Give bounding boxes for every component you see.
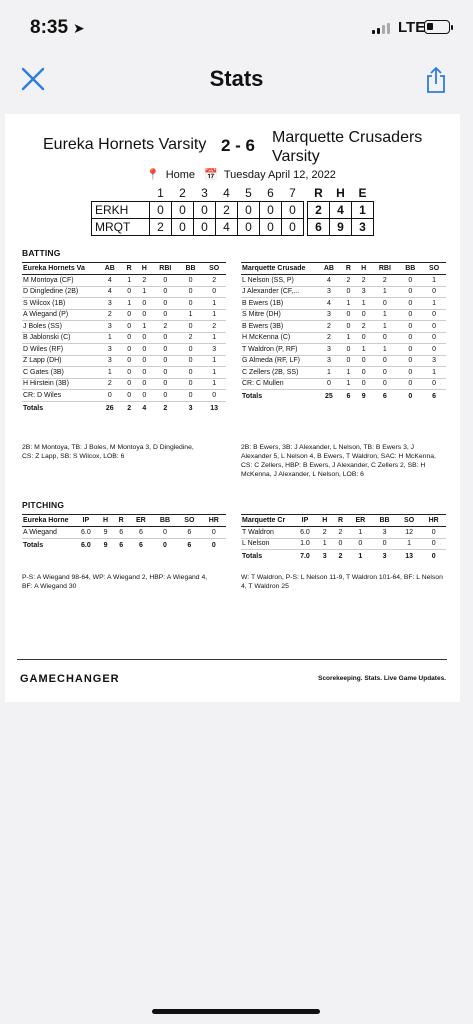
pitching-notes-away: W: T Waldron, P-S: L Nelson 11-9, T Waldron 101-64, BF: L Nelson 4, T Waldron 25: [241, 574, 443, 590]
table-cell: 1: [179, 309, 203, 321]
totals-row: [241, 550, 446, 564]
table-cell: 3: [98, 298, 122, 310]
column-header: Eureka Hornets Va: [22, 263, 98, 275]
table-cell: 0: [122, 378, 137, 390]
table-header: [22, 515, 226, 527]
table-cell: 3: [317, 344, 341, 356]
table-cell: 0: [152, 309, 179, 321]
game-date: Tuesday April 12, 2022: [223, 169, 336, 181]
table-cell: J Alexander (CF,...: [241, 286, 317, 298]
column-header: IP: [74, 515, 98, 527]
column-header: AB: [98, 263, 122, 275]
table-cell: 0: [152, 298, 179, 310]
table-cell: 0: [341, 321, 356, 333]
column-header: R: [122, 263, 137, 275]
table-cell: 1: [371, 344, 398, 356]
table-cell: 2: [333, 527, 349, 539]
table-cell: 1: [348, 527, 372, 539]
table-cell: C Gates (3B): [22, 367, 98, 379]
table-cell: 3: [188, 404, 193, 412]
table-cell: 3: [98, 344, 122, 356]
clock: 8:35: [30, 17, 69, 38]
table-cell: 0: [179, 390, 203, 402]
table-cell: 3: [202, 344, 226, 356]
table-cell: 0: [398, 275, 422, 287]
table-cell: G Almeda (RF, LF): [241, 355, 317, 367]
table-header: [22, 263, 226, 275]
table-cell: 13: [405, 553, 413, 561]
table-cell: 0: [371, 298, 398, 310]
table-cell: 3: [317, 309, 341, 321]
table-row: [241, 309, 446, 321]
table-cell: 6: [187, 541, 192, 549]
table-cell: 1: [341, 367, 356, 379]
table-cell: 1: [202, 378, 226, 390]
column-header: BB: [372, 515, 397, 527]
table-row: [22, 286, 226, 298]
table-cell: B Ewers (3B): [241, 321, 317, 333]
table-cell: 0: [371, 378, 398, 390]
table-cell: 0: [211, 541, 216, 549]
table-cell: 3: [382, 553, 387, 561]
table-cell: 1: [371, 286, 398, 298]
table-cell: 0: [179, 321, 203, 333]
table-cell: 0: [422, 332, 446, 344]
table-row: [241, 332, 446, 344]
table-row: [241, 538, 446, 550]
table-cell: H Hirstein (3B): [22, 378, 98, 390]
battery-icon: [424, 20, 450, 34]
table-cell: 0: [422, 286, 446, 298]
column-header: BB: [179, 263, 203, 275]
table-cell: 0: [179, 355, 203, 367]
table-cell: 0: [137, 344, 152, 356]
table-cell: 1: [422, 367, 446, 379]
column-header: BB: [153, 515, 177, 527]
batting-notes-away: 2B: B Ewers, 3B: J Alexander, L Nelson, TB: B Ewers 3, J Alexander 5, L Nelson 4, B Ewers, T Waldron, SAC: H McKenna, CS: C Zellers, HBP: B Ewers, J Alexander, C Zellers 2, SB: H McKenna, J Alexander, L Nelson, LOB: 6: [241, 444, 436, 478]
table-cell: 0: [152, 390, 179, 402]
table-cell: 1: [341, 332, 356, 344]
table-cell: 3: [98, 321, 122, 333]
column-header: R: [333, 515, 349, 527]
table-cell: 0: [356, 332, 371, 344]
table-cell: 7.0: [300, 553, 310, 561]
table-cell: 0: [122, 309, 137, 321]
table-row: [22, 378, 226, 390]
table-cell: 0: [398, 344, 422, 356]
table-cell: 0: [431, 553, 436, 561]
table-cell: 0: [372, 538, 397, 550]
table-cell: 2: [317, 332, 341, 344]
table-cell: 6: [177, 527, 201, 539]
table-cell: 0: [422, 378, 446, 390]
table-cell: H McKenna (C): [241, 332, 317, 344]
table-row: [22, 527, 226, 539]
table-cell: 2: [98, 378, 122, 390]
table-cell: 1: [202, 298, 226, 310]
table-cell: 0: [398, 321, 422, 333]
table-cell: 0: [398, 367, 422, 379]
table-cell: 1: [397, 538, 422, 550]
gamechanger-logo: GAMECHANGER: [20, 673, 120, 685]
column-header: SO: [422, 263, 446, 275]
location-arrow-icon: ➤: [73, 20, 85, 36]
table-cell: 12: [397, 527, 422, 539]
table-cell: 6: [129, 527, 153, 539]
column-header: AB: [317, 263, 341, 275]
table-cell: 0: [122, 390, 137, 402]
table-cell: 0: [202, 390, 226, 402]
table-cell: Totals: [242, 393, 263, 401]
nav-bar: [0, 56, 473, 104]
home-indicator[interactable]: [152, 1009, 320, 1014]
table-cell: 0: [152, 275, 179, 287]
table-header: [241, 263, 446, 275]
column-header: SO: [177, 515, 201, 527]
linescore-row: ERKH 0 0 0 2 0 0 0 2 4 1: [92, 201, 374, 218]
totals-row: [241, 390, 446, 404]
table-cell: 2: [152, 321, 179, 333]
game-location: Home: [165, 169, 196, 181]
table-cell: 0: [122, 344, 137, 356]
table-cell: 0: [356, 309, 371, 321]
table-cell: A Wiegand (P): [22, 309, 98, 321]
table-cell: 6: [432, 393, 437, 401]
away-team-name: Marquette Crusaders Varsity: [272, 129, 423, 165]
table-cell: 1.0: [293, 538, 317, 550]
table-cell: 0: [422, 309, 446, 321]
table-cell: S Mitre (DH): [241, 309, 317, 321]
table-cell: 1: [202, 355, 226, 367]
table-cell: 3: [317, 286, 341, 298]
pitching-section-title: PITCHING: [22, 500, 65, 510]
table-cell: 1: [356, 344, 371, 356]
column-header: BB: [398, 263, 422, 275]
linescore-row: MRQT 2 0 0 4 0 0 0 6 9 3: [92, 218, 374, 235]
table-cell: 1: [358, 553, 363, 561]
table-row: [22, 298, 226, 310]
footer-divider: [17, 659, 447, 660]
table-cell: L Nelson (SS, P): [241, 275, 317, 287]
table-cell: 0: [341, 286, 356, 298]
table-cell: 0: [421, 538, 446, 550]
linescore-table: 1 2 3 4 5 6 7 R H E ERKH 0 0 0 2 0 0 0 2 4 1 MRQT 2 0 0 4 0 0 0 6 9 3: [91, 186, 374, 236]
table-cell: 1: [317, 367, 341, 379]
table-cell: 0: [152, 332, 179, 344]
table-cell: 2: [202, 275, 226, 287]
column-header: R: [113, 515, 129, 527]
table-cell: 0: [137, 332, 152, 344]
table-cell: 0: [202, 527, 226, 539]
table-cell: 4: [317, 298, 341, 310]
table-cell: 2: [179, 332, 203, 344]
table-cell: 0: [317, 378, 341, 390]
table-cell: 0: [371, 355, 398, 367]
table-cell: 3: [372, 527, 397, 539]
column-header: Marquette Crusade: [241, 263, 317, 275]
table-cell: 6: [382, 393, 387, 401]
column-header: RBI: [371, 263, 398, 275]
table-cell: 3: [322, 553, 327, 561]
column-header: Eureka Horne: [22, 515, 74, 527]
table-cell: C Zellers (2B, SS): [241, 367, 317, 379]
table-cell: 2: [338, 553, 343, 561]
table-cell: 0: [122, 321, 137, 333]
table-cell: 0: [152, 355, 179, 367]
table-cell: 2: [341, 275, 356, 287]
table-cell: 9: [361, 393, 366, 401]
table-row: [241, 344, 446, 356]
game-info: [146, 168, 342, 181]
batting-table-home: [22, 262, 226, 415]
table-cell: 0: [152, 286, 179, 298]
table-cell: 0: [371, 332, 398, 344]
table-cell: 0: [152, 344, 179, 356]
table-cell: 0: [202, 286, 226, 298]
table-row: [241, 286, 446, 298]
page-title: Stats: [209, 66, 264, 91]
table-cell: 6: [113, 527, 129, 539]
table-cell: 0: [341, 344, 356, 356]
table-cell: 0: [137, 298, 152, 310]
table-cell: 1: [202, 309, 226, 321]
table-cell: Totals: [23, 404, 44, 412]
table-cell: 2: [317, 527, 333, 539]
table-cell: 2: [127, 404, 132, 412]
table-row: [22, 321, 226, 333]
column-header: IP: [293, 515, 317, 527]
table-cell: 1: [202, 367, 226, 379]
pitching-table-home: [22, 514, 226, 552]
table-cell: 0: [422, 321, 446, 333]
table-row: [241, 275, 446, 287]
table-cell: L Nelson: [241, 538, 293, 550]
column-header: RBI: [152, 263, 179, 275]
score-header: [5, 128, 460, 168]
batting-notes-home: 2B: M Montoya, TB: J Boles, M Montoya 3, D Dingledine, CS: Z Lapp, SB: S Wilcox, LOB: 6: [22, 444, 194, 460]
table-cell: 0: [152, 378, 179, 390]
column-header: HR: [421, 515, 446, 527]
table-cell: 6: [119, 541, 124, 549]
table-header: [241, 515, 446, 527]
table-cell: 1: [98, 367, 122, 379]
table-cell: 0: [179, 286, 203, 298]
table-cell: 0: [421, 527, 446, 539]
table-cell: 1: [371, 321, 398, 333]
column-header: H: [356, 263, 371, 275]
table-cell: 2: [98, 309, 122, 321]
table-cell: 0: [356, 355, 371, 367]
table-cell: 3: [317, 355, 341, 367]
table-row: [22, 309, 226, 321]
table-cell: 1: [341, 298, 356, 310]
table-cell: 0: [137, 309, 152, 321]
stats-sheet: [5, 114, 460, 702]
table-cell: 2: [356, 321, 371, 333]
table-cell: 1: [202, 332, 226, 344]
table-cell: 0: [179, 344, 203, 356]
table-cell: 0: [398, 286, 422, 298]
table-cell: CR: C Mullen: [241, 378, 317, 390]
table-cell: Z Lapp (DH): [22, 355, 98, 367]
table-cell: CR: D Wiles: [22, 390, 98, 402]
table-cell: 1: [317, 538, 333, 550]
table-cell: J Boles (SS): [22, 321, 98, 333]
table-cell: 0: [398, 355, 422, 367]
table-cell: S Wilcox (1B): [22, 298, 98, 310]
totals-row: [22, 538, 226, 552]
table-cell: 0: [398, 332, 422, 344]
table-cell: 2: [137, 275, 152, 287]
table-cell: 0: [356, 378, 371, 390]
table-cell: 0: [422, 344, 446, 356]
table-cell: 0: [122, 332, 137, 344]
batting-section-title: BATTING: [22, 248, 61, 258]
table-cell: T Waldron: [241, 527, 293, 539]
table-cell: 0: [398, 378, 422, 390]
location-pin-icon: 📍: [146, 169, 160, 181]
table-cell: 4: [98, 275, 122, 287]
table-row: [22, 275, 226, 287]
table-row: [241, 378, 446, 390]
table-cell: 1: [341, 378, 356, 390]
table-cell: 0: [137, 378, 152, 390]
table-cell: 0: [153, 527, 177, 539]
table-cell: 0: [398, 309, 422, 321]
network-label: LTE: [398, 19, 426, 36]
table-cell: M Montoya (CF): [22, 275, 98, 287]
table-cell: 6: [138, 541, 143, 549]
table-row: [22, 355, 226, 367]
table-cell: 1: [122, 298, 137, 310]
column-header: H: [137, 263, 152, 275]
table-cell: 3: [356, 286, 371, 298]
column-header: ER: [129, 515, 153, 527]
column-header: H: [98, 515, 114, 527]
table-cell: 0: [179, 378, 203, 390]
pitching-notes-home: P-S: A Wiegand 98-64, WP: A Wiegand 2, HBP: A Wiegand 4, BF: A Wiegand 30: [22, 574, 208, 590]
column-header: SO: [202, 263, 226, 275]
table-row: [22, 332, 226, 344]
pitching-table-away: [241, 514, 446, 564]
table-cell: 0: [408, 393, 413, 401]
table-cell: 0: [122, 355, 137, 367]
table-cell: 0: [179, 367, 203, 379]
footer-tagline: Scorekeeping. Stats. Live Game Updates.: [318, 675, 446, 682]
table-cell: 0: [348, 538, 372, 550]
table-cell: 0: [137, 355, 152, 367]
table-cell: 1: [98, 332, 122, 344]
table-row: [241, 527, 446, 539]
table-cell: 26: [105, 404, 114, 412]
table-cell: 0: [179, 298, 203, 310]
final-score: 2 - 6: [221, 136, 256, 155]
totals-row: [22, 401, 226, 415]
table-cell: Totals: [242, 553, 263, 561]
table-cell: 0: [98, 390, 122, 402]
table-cell: 1: [137, 321, 152, 333]
table-cell: 2: [202, 321, 226, 333]
table-cell: 0: [179, 275, 203, 287]
table-cell: 2: [317, 321, 341, 333]
table-row: [241, 298, 446, 310]
table-cell: D Dingledine (2B): [22, 286, 98, 298]
table-cell: 0: [163, 541, 167, 549]
table-cell: 0: [398, 298, 422, 310]
table-cell: 4: [142, 404, 147, 412]
table-cell: 6.0: [80, 541, 91, 549]
table-row: [22, 390, 226, 402]
status-bar: [0, 0, 473, 56]
table-cell: 0: [152, 367, 179, 379]
table-cell: 0: [137, 367, 152, 379]
table-cell: 0: [356, 367, 371, 379]
table-cell: 6.0: [74, 527, 98, 539]
batting-table-away: [241, 262, 446, 404]
table-cell: 0: [371, 367, 398, 379]
table-cell: 0: [341, 309, 356, 321]
column-header: HR: [202, 515, 226, 527]
calendar-icon: 📅: [204, 169, 218, 181]
table-row: [241, 321, 446, 333]
table-cell: 0: [122, 286, 137, 298]
table-cell: 0: [137, 390, 152, 402]
table-cell: Totals: [23, 541, 44, 549]
table-cell: 0: [333, 538, 349, 550]
column-header: R: [341, 263, 356, 275]
table-cell: 3: [98, 355, 122, 367]
table-cell: 9: [98, 527, 114, 539]
signal-icon: [372, 23, 390, 34]
table-cell: 1: [422, 298, 446, 310]
table-cell: 13: [210, 404, 219, 412]
table-cell: 3: [422, 355, 446, 367]
table-row: [241, 355, 446, 367]
table-cell: B Jablonski (C): [22, 332, 98, 344]
table-cell: 6.0: [293, 527, 317, 539]
table-row: [22, 367, 226, 379]
table-cell: 2: [371, 275, 398, 287]
table-cell: 0: [122, 367, 137, 379]
table-cell: A Wiegand: [22, 527, 74, 539]
table-cell: T Waldron (P, RF): [241, 344, 317, 356]
table-row: [241, 367, 446, 379]
table-cell: 1: [371, 309, 398, 321]
table-cell: 1: [422, 275, 446, 287]
table-cell: 25: [325, 393, 333, 401]
table-cell: 2: [163, 404, 168, 412]
table-cell: 0: [341, 355, 356, 367]
column-header: SO: [397, 515, 422, 527]
share-icon[interactable]: [425, 66, 447, 99]
table-cell: D Wiles (RF): [22, 344, 98, 356]
column-header: ER: [348, 515, 372, 527]
table-cell: 9: [103, 541, 108, 549]
table-cell: 4: [317, 275, 341, 287]
home-team-name: Eureka Hornets Varsity: [43, 136, 207, 153]
table-cell: 1: [137, 286, 152, 298]
table-cell: 1: [356, 298, 371, 310]
table-cell: 2: [356, 275, 371, 287]
column-header: Marquette Cr: [241, 515, 293, 527]
table-cell: B Ewers (1B): [241, 298, 317, 310]
table-row: [22, 344, 226, 356]
column-header: H: [317, 515, 333, 527]
table-cell: 6: [346, 393, 351, 401]
table-cell: 4: [98, 286, 122, 298]
table-cell: 1: [122, 275, 137, 287]
